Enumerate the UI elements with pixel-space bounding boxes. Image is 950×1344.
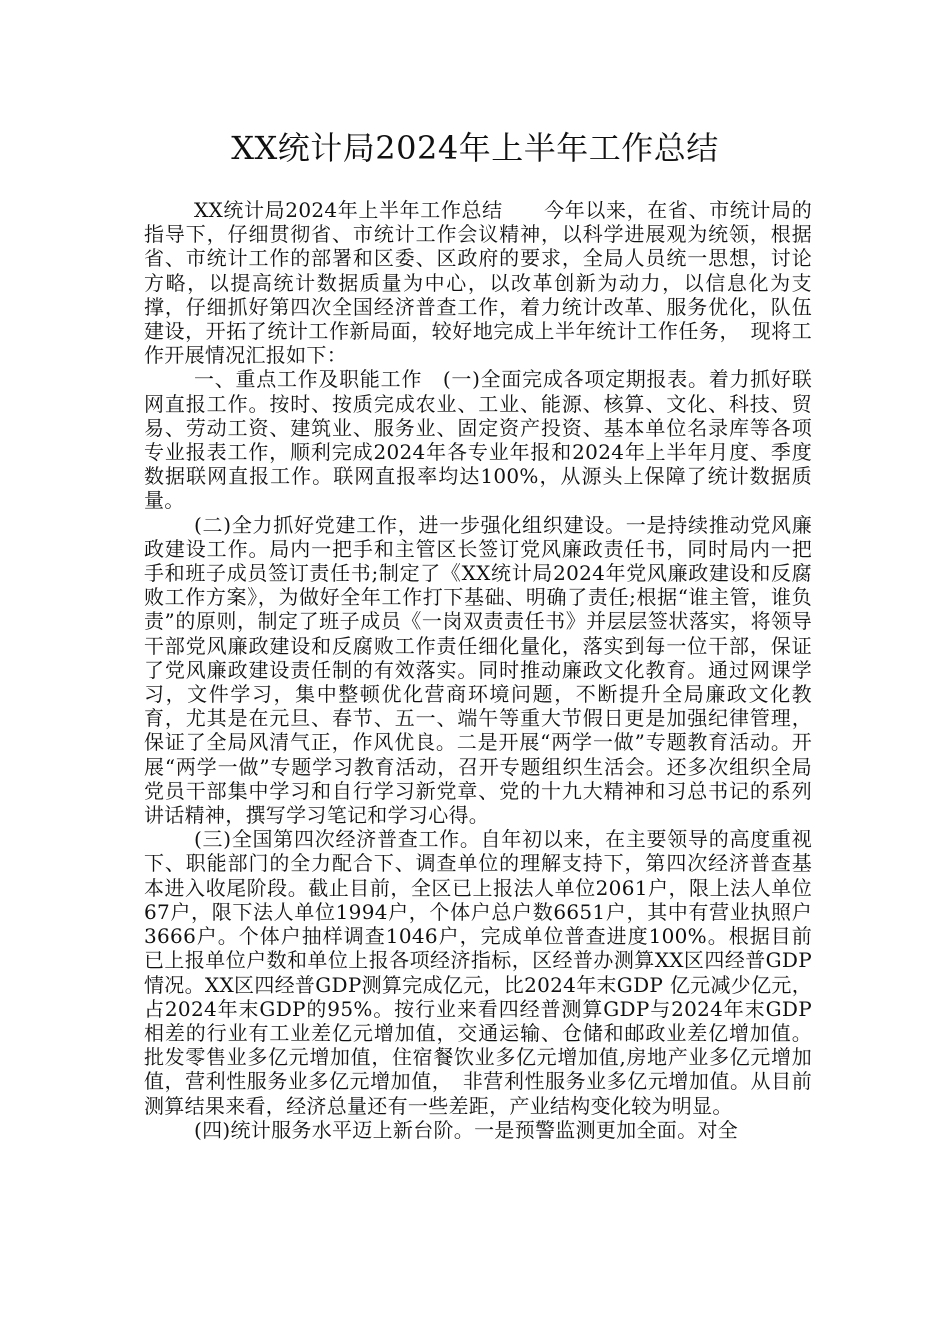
document-title: XX统计局2024年上半年工作总结 [231,129,719,167]
paragraph-section-1: 一、重点工作及职能工作 (一)全面完成各项定期报表。着力抓好联网直报工作。按时、按质完成农业、工业、能源、核算、文化、科技、贸易、劳动工资、建筑业、服务业、固定资产投资、基本单位名录库等各项专业报表工作，顺利完成2024年各专业年报和2024年上半年月度、季度数据联网直报工作。联网直报率均达100%，从源头上保障了统计数据质量。 [144,367,812,513]
paragraph-section-3: (三)全国第四次经济普查工作。自年初以来，在主要领导的高度重视下、职能部门的全力配合下、调查单位的理解支持下，第四次经济普查基本进入收尾阶段。截止目前，全区已上报法人单位2061户，限上法人单位67户，限下法人单位1994户，个体户总户数6651户，其中有营业执照户3666户。个体户抽样调查1046户，完成单位普查进度100%。根据目前已上报单位户数和单位上报各项经济指标，区经普办测算XX区四经普GDP情况。XX区四经普GDP测算完成亿元，比2024年末GDP 亿元减少亿元，占2024年末GDP的95%。按行业来看四经普测算GDP与2024年末GDP相差的行业有工业差亿元增加值，交通运输、仓储和邮政业差亿增加值。批发零售业多亿元增加值，住宿餐饮业多亿元增加值,房地产业多亿元增加值，营利性服务业多亿元增加值， 非营利性服务业多亿元增加值。从目前测算结果来看，经济总量还有一些差距，产业结构变化较为明显。 [144,827,812,1118]
paragraph-section-2: (二)全力抓好党建工作，进一步强化组织建设。一是持续推动党风廉政建设工作。局内一把手和主管区长签订党风廉政责任书，同时局内一把手和班子成员签订责任书;制定了《XX统计局2024年党风廉政建设和反腐败工作方案》，为做好全年工作打下基础、明确了责任;根据“谁主管，谁负责”的原则，制定了班子成员《一岗双责责任书》并层层签状落实，将领导干部党风廉政建设和反腐败工作责任细化量化，落实到每一位干部，保证了党风廉政建设责任制的有效落实。同时推动廉政文化教育。通过网课学习，文件学习，集中整顿优化营商环境问题，不断提升全局廉政文化教育，尤其是在元旦、春节、五一、端午等重大节假日更是加强纪律管理，保证了全局风清气正，作风优良。二是开展“两学一做”专题教育活动。开展“两学一做”专题学习教育活动，召开专题组织生活会。还多次组织全局党员干部集中学习和自行学习新党章、党的十九大精神和习总书记的系列讲话精神，撰写学习笔记和学习心得。 [144,512,812,828]
paragraph-intro: XX统计局2024年上半年工作总结 今年以来，在省、市统计局的指导下，仔细贯彻省、市统计工作会议精神，以科学进展观为统领，根据省、市统计工作的部署和区委、区政府的要求，全局人员统一思想，讨论方略，以提高统计数据质量为中心，以改革创新为动力，以信息化为支撑，仔细抓好第四次全国经济普查工作，着力统计改革、服务优化，队伍建设，开拓了统计工作新局面，较好地完成上半年统计工作任务， 现将工作开展情况汇报如下： [144,198,812,368]
paragraph-section-4: (四)统计服务水平迈上新台阶。一是预警监测更加全面。对全 [194,1117,739,1142]
document-body [144,198,812,1142]
